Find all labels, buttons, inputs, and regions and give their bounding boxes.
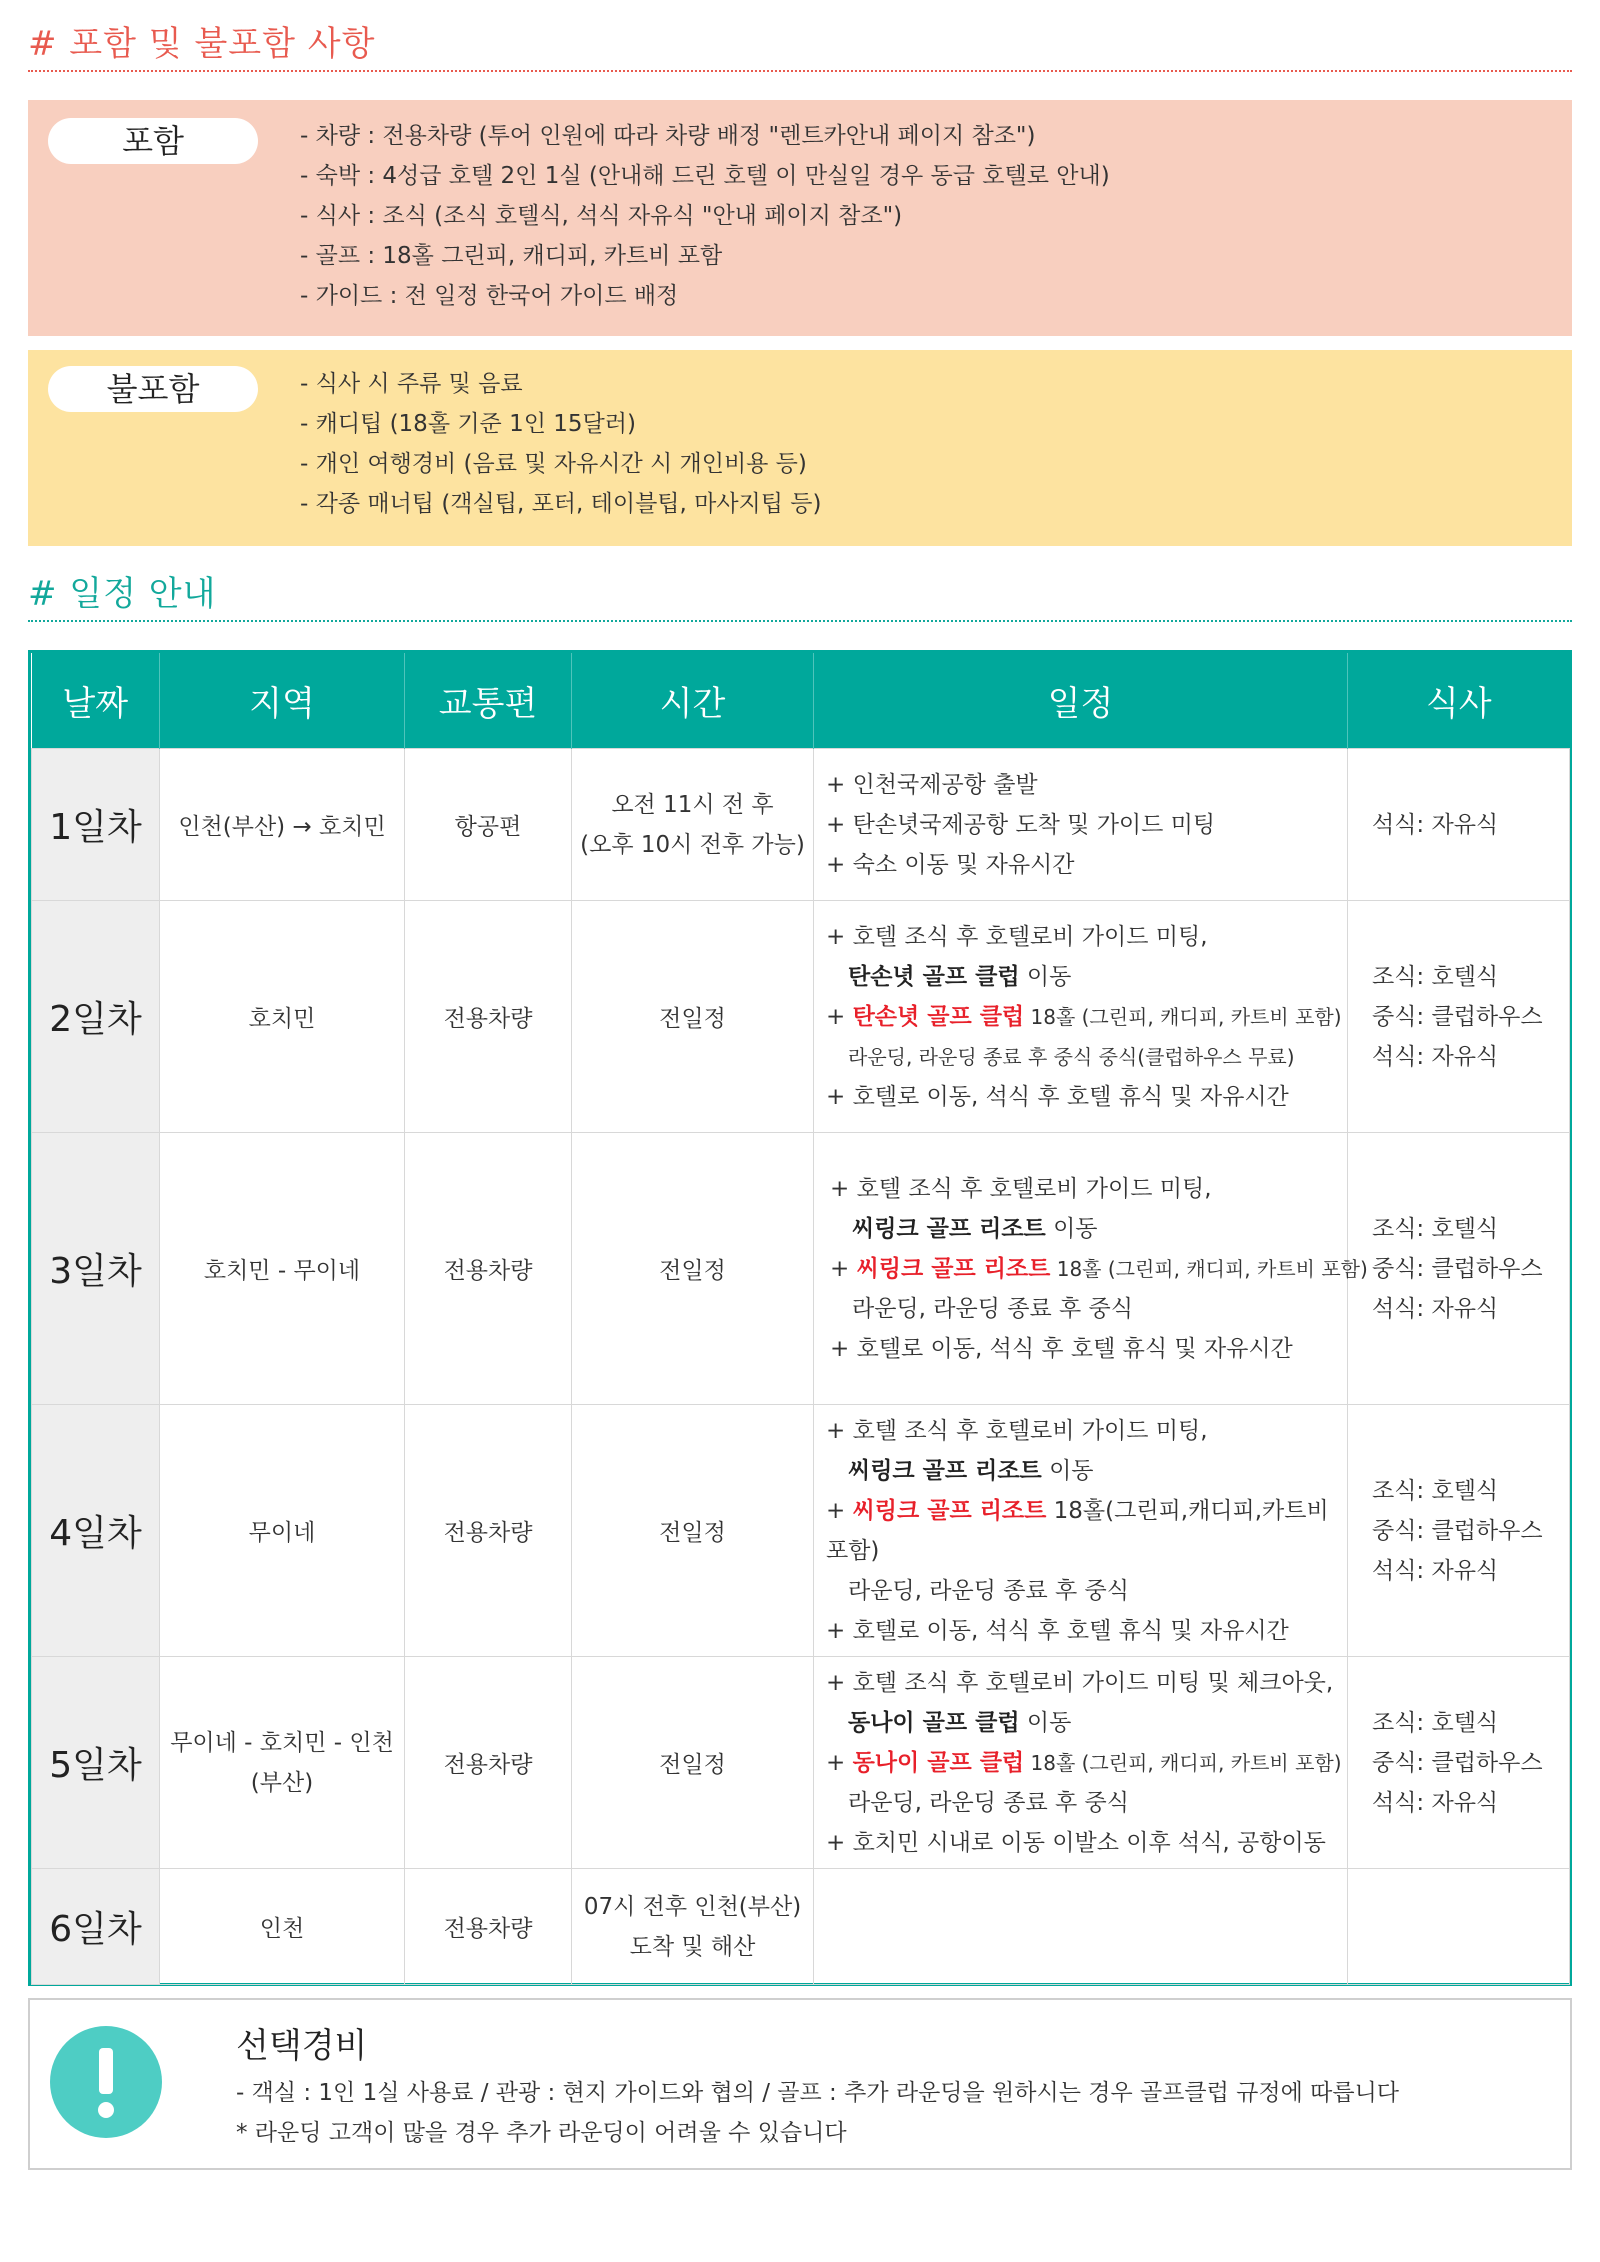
time-cell: 전일정 bbox=[572, 1405, 814, 1657]
meal-cell bbox=[1348, 1133, 1570, 1405]
time-cell: 전일정 bbox=[572, 1657, 814, 1869]
day-cell: 3일차 bbox=[32, 1133, 160, 1405]
golf-course-name: 동나이 골프 클럽 bbox=[848, 1709, 1020, 1736]
table-row bbox=[32, 749, 1570, 901]
itinerary-line bbox=[826, 997, 1346, 1037]
day-cell: 1일차 bbox=[32, 749, 160, 901]
meal-line: 중식: 클럽하우스 bbox=[1372, 1003, 1543, 1030]
itinerary-text: 이동 bbox=[1019, 1709, 1072, 1736]
region-cell bbox=[160, 1657, 405, 1869]
itinerary-text: 18홀 (그린피, 캐디피, 카트비 포함) bbox=[1050, 1256, 1368, 1281]
transport-cell: 항공편 bbox=[405, 749, 572, 901]
time-cell: 전일정 bbox=[572, 1133, 814, 1405]
list-item: - 캐디팁 (18홀 기준 1인 15달러) bbox=[300, 411, 636, 437]
region-cell: 무이네 bbox=[160, 1405, 405, 1657]
itinerary-line bbox=[826, 1703, 1346, 1743]
time-line: 도착 및 해산 bbox=[629, 1933, 756, 1960]
golf-course-highlight: 동나이 골프 클럽 bbox=[852, 1749, 1025, 1776]
golf-course-name: 씨링크 골프 리조트 bbox=[852, 1215, 1046, 1242]
optional-costs-box bbox=[28, 1998, 1572, 2170]
time-cell bbox=[572, 749, 814, 901]
region-line: (부산) bbox=[250, 1769, 314, 1796]
meal-line: 중식: 클럽하우스 bbox=[1372, 1517, 1543, 1544]
optional-costs-title: 선택경비 bbox=[236, 2026, 368, 2066]
golf-course-highlight: 탄손녓 골프 클럽 bbox=[852, 1003, 1025, 1030]
day-cell: 2일차 bbox=[32, 901, 160, 1133]
itinerary-line: + 호텔 조식 후 호텔로비 가이드 미팅, bbox=[826, 923, 1208, 950]
meal-cell bbox=[1348, 1869, 1570, 1985]
list-item: - 식사 : 조식 (조식 호텔식, 석식 자유식 "안내 페이지 참조") bbox=[300, 203, 903, 229]
itinerary-line bbox=[826, 1491, 1346, 1531]
itinerary-line: 라운딩, 라운딩 종료 후 중식 bbox=[848, 1789, 1129, 1816]
meal-line: 조식: 호텔식 bbox=[1372, 1709, 1499, 1736]
transport-cell: 전용차량 bbox=[405, 901, 572, 1133]
day-cell: 6일차 bbox=[32, 1869, 160, 1985]
itinerary-line: + 호텔 조식 후 호텔로비 가이드 미팅, bbox=[830, 1175, 1212, 1202]
exclude-box bbox=[28, 350, 1572, 546]
meal-cell bbox=[1348, 1405, 1570, 1657]
transport-cell: 전용차량 bbox=[405, 1869, 572, 1985]
include-list bbox=[300, 116, 1110, 316]
list-item: - 가이드 : 전 일정 한국어 가이드 배정 bbox=[300, 283, 679, 309]
day-cell: 5일차 bbox=[32, 1657, 160, 1869]
itinerary-cell bbox=[814, 1133, 1368, 1405]
list-item: - 개인 여행경비 (음료 및 자유시간 시 개인비용 등) bbox=[300, 451, 807, 477]
itinerary-cell bbox=[814, 1657, 1348, 1869]
table-row bbox=[32, 1405, 1570, 1657]
list-item: - 골프 : 18홀 그린피, 캐디피, 카트비 포함 bbox=[300, 243, 723, 269]
meal-line: 조식: 호텔식 bbox=[1372, 963, 1499, 990]
itinerary-text: 이동 bbox=[1045, 1215, 1098, 1242]
day-cell: 4일차 bbox=[32, 1405, 160, 1657]
itinerary-cell bbox=[814, 901, 1348, 1133]
itinerary-line bbox=[826, 1743, 1346, 1783]
meal-line: 석식: 자유식 bbox=[1372, 1789, 1499, 1816]
itinerary-line: + 호텔로 이동, 석식 후 호텔 휴식 및 자유시간 bbox=[826, 1617, 1289, 1644]
itinerary-line: + 호텔 조식 후 호텔로비 가이드 미팅 및 체크아웃, bbox=[826, 1669, 1334, 1696]
table-row bbox=[32, 1869, 1570, 1985]
meal-cell bbox=[1348, 901, 1570, 1133]
itinerary-line: + 호치민 시내로 이동 이발소 이후 석식, 공항이동 bbox=[826, 1829, 1326, 1856]
section-title-inclusions: # 포함 및 불포함 사항 bbox=[28, 24, 376, 64]
header-region: 지역 bbox=[160, 653, 405, 749]
itinerary-line bbox=[826, 1451, 1346, 1491]
meal-cell bbox=[1348, 749, 1570, 901]
list-item: - 식사 시 주류 및 음료 bbox=[300, 371, 523, 397]
header-transport: 교통편 bbox=[405, 653, 572, 749]
itinerary-cell bbox=[814, 1869, 1348, 1985]
list-item: - 각종 매너팁 (객실팁, 포터, 테이블팁, 마사지팁 등) bbox=[300, 491, 822, 517]
time-cell: 전일정 bbox=[572, 901, 814, 1133]
include-box bbox=[28, 100, 1572, 336]
meal-line: 조식: 호텔식 bbox=[1372, 1477, 1499, 1504]
region-cell: 인천(부산) → 호치민 bbox=[160, 749, 405, 901]
meal-line: 중식: 클럽하우스 bbox=[1372, 1255, 1543, 1282]
itinerary-cell bbox=[814, 749, 1348, 901]
meal-line: 석식: 자유식 bbox=[1372, 1557, 1499, 1584]
region-cell: 호치민 - 무이네 bbox=[160, 1133, 405, 1405]
itinerary-text: 이동 bbox=[1019, 963, 1072, 990]
include-label: 포함 bbox=[48, 118, 258, 164]
exclude-label: 불포함 bbox=[48, 366, 258, 412]
time-line: 07시 전후 인천(부산) bbox=[583, 1893, 802, 1920]
region-cell: 호치민 bbox=[160, 901, 405, 1133]
meal-line: 중식: 클럽하우스 bbox=[1372, 1749, 1543, 1776]
meal-line: 석식: 자유식 bbox=[1372, 1295, 1499, 1322]
itinerary-line: + 탄손녓국제공항 도착 및 가이드 미팅 bbox=[826, 811, 1216, 838]
itinerary-text: + bbox=[830, 1255, 857, 1282]
itinerary-cell bbox=[814, 1405, 1348, 1657]
table-row bbox=[32, 1133, 1570, 1405]
itinerary-line bbox=[830, 1249, 1368, 1289]
region-cell: 인천 bbox=[160, 1869, 405, 1985]
itinerary-text: + bbox=[826, 1497, 853, 1524]
time-cell bbox=[572, 1869, 814, 1985]
header-itinerary: 일정 bbox=[814, 653, 1348, 749]
header-time: 시간 bbox=[572, 653, 814, 749]
golf-course-highlight: 씨링크 골프 리조트 bbox=[852, 1497, 1047, 1524]
itinerary-line: + 호텔로 이동, 석식 후 호텔 휴식 및 자유시간 bbox=[826, 1083, 1289, 1110]
optional-costs-note: * 라운딩 고객이 많을 경우 추가 라운딩이 어려울 수 있습니다 bbox=[236, 2120, 847, 2146]
itinerary-text: 18홀 (그린피, 캐디피, 카트비 포함) bbox=[1024, 1004, 1342, 1029]
meal-line: 석식: 자유식 bbox=[1372, 1043, 1499, 1070]
region-line: 무이네 - 호치민 - 인천 bbox=[170, 1729, 394, 1756]
itinerary-line bbox=[830, 1209, 1346, 1249]
transport-cell: 전용차량 bbox=[405, 1133, 572, 1405]
header-meals: 식사 bbox=[1348, 653, 1570, 749]
list-item: - 숙박 : 4성급 호텔 2인 1실 (안내해 드린 호텔 이 만실일 경우 동급 호텔로 안내) bbox=[300, 163, 1110, 189]
exclude-list bbox=[300, 364, 822, 524]
header-date: 날짜 bbox=[32, 653, 160, 749]
table-row bbox=[32, 901, 1570, 1133]
optional-costs-line: - 객실 : 1인 1실 사용료 / 관광 : 현지 가이드와 협의 / 골프 : 추가 라운딩을 원하시는 경우 골프클럽 규정에 따릅니다 bbox=[236, 2080, 1399, 2106]
divider bbox=[28, 70, 1572, 72]
transport-cell: 전용차량 bbox=[405, 1657, 572, 1869]
itinerary-text: + bbox=[826, 1003, 853, 1030]
itinerary-line bbox=[826, 957, 1346, 997]
itinerary-text: + bbox=[826, 1749, 853, 1776]
itinerary-text: 이동 bbox=[1041, 1457, 1094, 1484]
itinerary-line: + 숙소 이동 및 자유시간 bbox=[826, 851, 1075, 878]
section-title-schedule: # 일정 안내 bbox=[28, 574, 217, 614]
divider bbox=[28, 620, 1572, 622]
itinerary-line: 포함) bbox=[826, 1537, 880, 1564]
itinerary-line: 라운딩, 라운딩 종료 후 중식 bbox=[852, 1295, 1133, 1322]
time-line: 오전 11시 전 후 bbox=[611, 791, 774, 818]
itinerary-line: + 호텔로 이동, 석식 후 호텔 휴식 및 자유시간 bbox=[830, 1335, 1293, 1362]
exclamation-icon bbox=[50, 2026, 162, 2138]
time-line: (오후 10시 전후 가능) bbox=[580, 831, 805, 858]
table-row bbox=[32, 1657, 1570, 1869]
itinerary-text: 18홀 (그린피, 캐디피, 카트비 포함) bbox=[1024, 1750, 1342, 1775]
itinerary-line: 라운딩, 라운딩 종료 후 중식 bbox=[848, 1577, 1129, 1604]
itinerary-line: + 인천국제공항 출발 bbox=[826, 771, 1038, 798]
golf-course-highlight: 씨링크 골프 리조트 bbox=[856, 1255, 1051, 1282]
golf-course-name: 씨링크 골프 리조트 bbox=[848, 1457, 1042, 1484]
itinerary-line: + 호텔 조식 후 호텔로비 가이드 미팅, bbox=[826, 1417, 1208, 1444]
meal-line: 조식: 호텔식 bbox=[1372, 1215, 1499, 1242]
schedule-table bbox=[28, 650, 1572, 1986]
golf-course-name: 탄손녓 골프 클럽 bbox=[848, 963, 1020, 990]
itinerary-text: 18홀(그린피,캐디피,카트비 bbox=[1046, 1497, 1329, 1524]
itinerary-line: 라운딩, 라운딩 종료 후 중식 중식(클럽하우스 무료) bbox=[848, 1044, 1295, 1069]
meal-cell bbox=[1348, 1657, 1570, 1869]
meal-line: 석식: 자유식 bbox=[1372, 811, 1499, 838]
transport-cell: 전용차량 bbox=[405, 1405, 572, 1657]
table-header-row bbox=[32, 653, 1570, 749]
list-item: - 차량 : 전용차량 (투어 인원에 따라 차량 배정 "렌트카안내 페이지 참조") bbox=[300, 123, 1036, 149]
